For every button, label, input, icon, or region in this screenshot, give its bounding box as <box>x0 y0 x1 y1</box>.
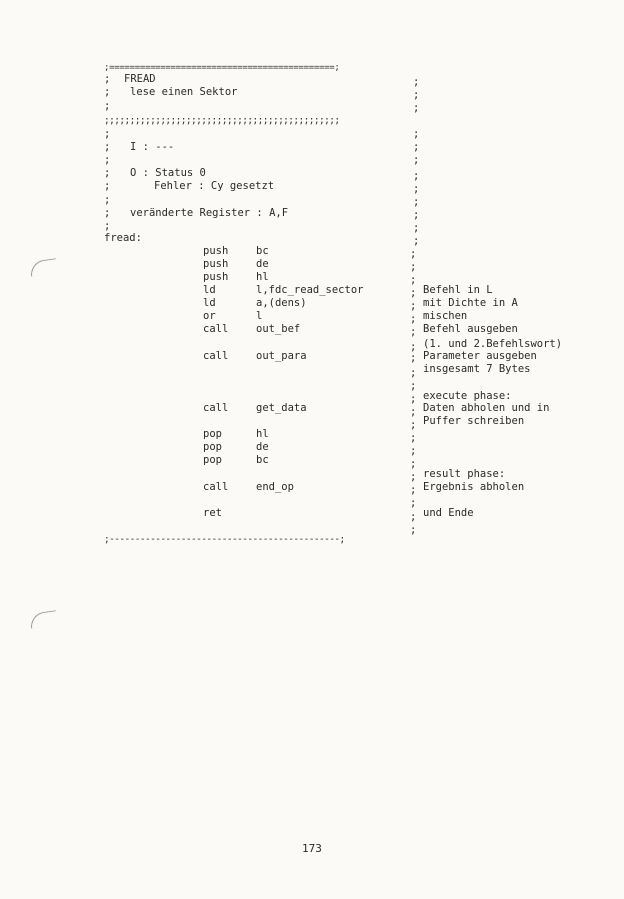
instruction-opcode: call <box>203 481 229 493</box>
instruction-operand: hl <box>256 428 269 440</box>
instruction-opcode: ret <box>203 507 222 519</box>
comment-semicolon: ; <box>410 352 417 364</box>
instruction-comment: insgesamt 7 Bytes <box>423 363 531 375</box>
instruction-comment: mit Dichte in A <box>423 297 518 309</box>
semicolon: ; <box>104 154 111 166</box>
instruction-opcode: or <box>203 310 216 322</box>
semicolon: ; <box>104 180 111 192</box>
error-spec: Fehler : Cy gesetzt <box>154 180 275 192</box>
semicolon: ; <box>104 100 111 112</box>
comment-semicolon: ; <box>410 458 417 470</box>
instruction-operand: get_data <box>256 402 307 414</box>
instruction-opcode: ld <box>203 297 216 309</box>
semicolon: ; <box>104 167 111 179</box>
semicolon: ; <box>104 73 111 85</box>
instruction-opcode: pop <box>203 454 222 466</box>
instruction-opcode: call <box>203 323 229 335</box>
instruction-operand: out_bef <box>256 323 301 335</box>
semicolon: ; <box>413 102 420 114</box>
semicolon: ; <box>413 76 420 88</box>
semicolon: ; <box>104 141 111 153</box>
instruction-opcode: push <box>203 271 229 283</box>
comment-semicolon: ; <box>410 326 417 338</box>
semicolon: ; <box>104 207 111 219</box>
comment-semicolon: ; <box>410 393 417 405</box>
input-spec: I : --- <box>130 141 175 153</box>
comment-semicolon: ; <box>410 471 417 483</box>
semicolon: ; <box>413 222 420 234</box>
comment-semicolon: ; <box>410 484 417 496</box>
instruction-comment: Daten abholen und in <box>423 402 550 414</box>
semicolon: ; <box>413 209 420 221</box>
comment-semicolon: ; <box>410 248 417 260</box>
semicolon: ; <box>104 194 111 206</box>
comment-semicolon: ; <box>410 261 417 273</box>
instruction-operand: l <box>256 310 263 322</box>
instruction-opcode: call <box>203 402 229 414</box>
comment-semicolon: ; <box>410 380 417 392</box>
comment-semicolon: ; <box>410 524 417 536</box>
routine-title: FREAD <box>124 73 156 85</box>
instruction-operand: a,(dens) <box>256 297 307 309</box>
instruction-operand: bc <box>256 245 269 257</box>
instruction-comment: Ergebnis abholen <box>423 481 525 493</box>
comment-semicolon: ; <box>410 445 417 457</box>
instruction-comment: result phase: <box>423 468 506 480</box>
semicolon: ; <box>413 141 420 153</box>
comment-semicolon: ; <box>410 300 417 312</box>
instruction-opcode: push <box>203 245 229 257</box>
comment-semicolon: ; <box>410 341 417 353</box>
instruction-comment: (1. und 2.Befehlswort) <box>423 338 563 350</box>
semicolon: ; <box>104 220 111 232</box>
punch-hole-mark <box>29 610 58 629</box>
comment-semicolon: ; <box>410 406 417 418</box>
instruction-comment: und Ende <box>423 507 474 519</box>
box-top-border: ;============================================; <box>104 63 340 73</box>
semicolon: ; <box>104 86 111 98</box>
instruction-comment: Parameter ausgeben <box>423 350 537 362</box>
instruction-opcode: call <box>203 350 229 362</box>
instruction-operand: de <box>256 258 269 270</box>
box-separator: ;;;;;;;;;;;;;;;;;;;;;;;;;;;;;;;;;;;;;;;;;;;;;; <box>104 115 340 126</box>
instruction-operand: hl <box>256 271 269 283</box>
box-bottom-border: ;---------------------------------------------; <box>104 534 345 545</box>
output-spec: O : Status 0 <box>130 167 206 179</box>
instruction-operand: de <box>256 441 269 453</box>
comment-semicolon: ; <box>410 432 417 444</box>
instruction-operand: out_para <box>256 350 307 362</box>
instruction-comment: Befehl ausgeben <box>423 323 518 335</box>
semicolon: ; <box>413 154 420 166</box>
comment-semicolon: ; <box>410 419 417 431</box>
punch-hole-mark <box>29 258 58 277</box>
instruction-comment: mischen <box>423 310 468 322</box>
semicolon: ; <box>413 128 420 140</box>
instruction-comment: execute phase: <box>423 390 512 402</box>
instruction-comment: Puffer schreiben <box>423 415 525 427</box>
instruction-operand: l,fdc_read_sector <box>256 284 364 296</box>
instruction-comment: Befehl in L <box>423 284 493 296</box>
semicolon: ; <box>413 183 420 195</box>
instruction-opcode: pop <box>203 428 222 440</box>
routine-label: fread: <box>104 232 142 244</box>
comment-semicolon: ; <box>410 313 417 325</box>
instruction-opcode: ld <box>203 284 216 296</box>
instruction-opcode: pop <box>203 441 222 453</box>
semicolon: ; <box>104 128 111 140</box>
instruction-operand: bc <box>256 454 269 466</box>
comment-semicolon: ; <box>410 287 417 299</box>
routine-description: lese einen Sektor <box>130 86 238 98</box>
registers-spec: veränderte Register : A,F <box>130 207 289 219</box>
page-number: 173 <box>302 842 322 855</box>
comment-semicolon: ; <box>410 367 417 379</box>
semicolon: ; <box>413 196 420 208</box>
instruction-opcode: push <box>203 258 229 270</box>
semicolon: ; <box>413 170 420 182</box>
comment-semicolon: ; <box>410 511 417 523</box>
comment-semicolon: ; <box>410 497 417 509</box>
semicolon: ; <box>413 235 420 247</box>
instruction-operand: end_op <box>256 481 294 493</box>
comment-semicolon: ; <box>410 274 417 286</box>
semicolon: ; <box>413 89 420 101</box>
